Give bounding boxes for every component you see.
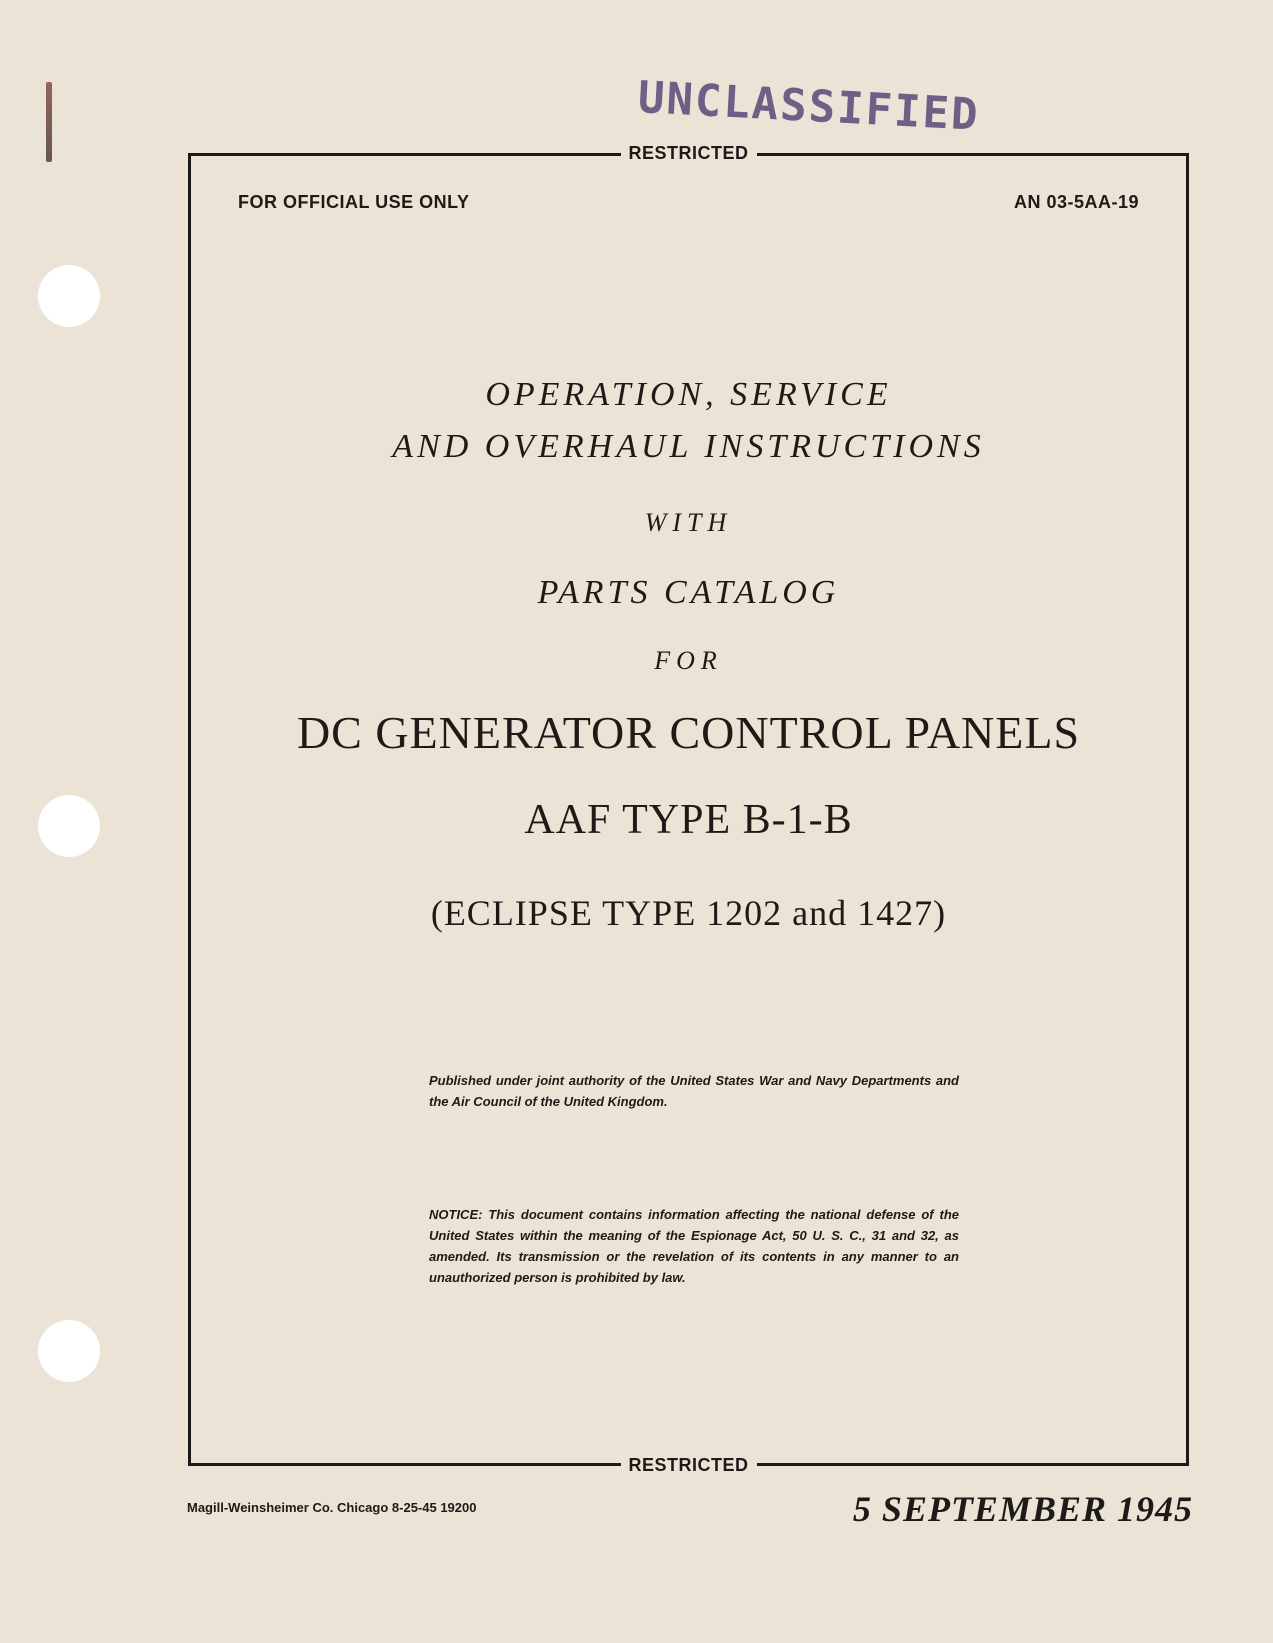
- official-use-label: FOR OFFICIAL USE ONLY: [238, 192, 470, 212]
- punch-hole-middle: [38, 795, 100, 857]
- printer-imprint: Magill-Weinsheimer Co. Chicago 8-25-45 19200: [187, 1500, 477, 1515]
- title-line-operation-service: OPERATION, SERVICE: [485, 376, 892, 413]
- cover-frame: [188, 143, 1189, 1475]
- classification-bottom: RESTRICTED: [620, 1455, 756, 1476]
- document-number: AN 03-5AA-19: [1013, 192, 1139, 212]
- type-designation: AAF TYPE B-1-B: [524, 797, 853, 843]
- notice-paragraph: NOTICE: This document contains information affecting the national defense of the United States within the meaning of the Espionage Act, 50 U. S. C., 31 and 32, as amended. Its transmission or the revelation of its contents in any manner to an unauthorized person is prohibited by law.: [429, 1207, 959, 1285]
- title-line-overhaul-instructions: AND OVERHAUL INSTRUCTIONS: [392, 428, 985, 465]
- authority-paragraph: Published under joint authority of the United States War and Navy Departments and the Air Council of the United Kingdom.: [429, 1073, 959, 1109]
- title-line-parts-catalog: PARTS CATALOG: [537, 574, 840, 611]
- eclipse-type: (ECLIPSE TYPE 1202 and 1427): [430, 893, 947, 933]
- binding-mark: [46, 82, 52, 162]
- classification-top: RESTRICTED: [620, 143, 756, 164]
- punch-hole-bottom: [38, 1320, 100, 1382]
- unclassified-stamp: UNCLASSIFIED: [636, 72, 981, 141]
- punch-hole-top: [38, 265, 100, 327]
- publication-date: 5 SEPTEMBER 1945: [852, 1489, 1193, 1529]
- main-title: DC GENERATOR CONTROL PANELS: [296, 707, 1081, 758]
- title-line-for: FOR: [654, 646, 723, 675]
- title-line-with: WITH: [644, 508, 733, 537]
